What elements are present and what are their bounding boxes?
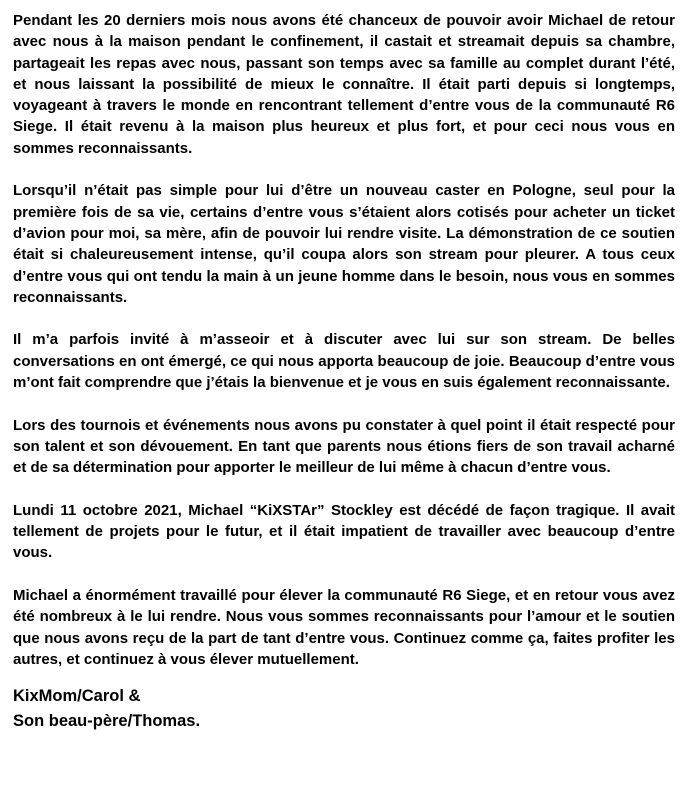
paragraph-poland: Lorsqu’il n’était pas simple pour lui d’être un nouveau caster en Pologne, seul pour la première fois de sa vie, certains d’entre vous s’étaient alors cotisés pour acheter un ticket d’avion pour moi, sa mère, afin de pouvoir lui rendre visite. La démonstration de ce soutien était si chaleureusement intense, qu’il coupa alors son stream pour pleurer. A tous ceux d’entre vous qui ont tendu la main à un jeune homme dans le besoin, nous vous en sommes reconnaissants. xyxy=(13,182,675,306)
signature-line-stepfather: Son beau-père/Thomas. xyxy=(13,712,201,731)
signature xyxy=(13,684,675,734)
signature-line-mother: KixMom/Carol & xyxy=(13,687,141,706)
letter-body xyxy=(13,10,675,734)
paragraph-community: Michael a énormément travaillé pour élever la communauté R6 Siege, et en retour vous avez été nombreux à le lui rendre. Nous vous sommes reconnaissants pour l’amour et le soutien que nous avons reçu de la part de tant d’entre vous. Continuez comme ça, faites profiter les autres, et continuez à vous élever mutuellement. xyxy=(13,587,675,668)
paragraph-tournaments: Lors des tournois et événements nous avons pu constater à quel point il était respecté pour son talent et son dévouement. En tant que parents nous étions fiers de son travail acharné et de sa détermination pour apporter le meilleur de lui même à chacun d’entre vous. xyxy=(13,416,675,477)
paragraph-passing: Lundi 11 octobre 2021, Michael “KiXSTAr” Stockley est décédé de façon tragique. Il avait tellement de projets pour le futur, et il était impatient de travailler avec beaucoup d’entre vous. xyxy=(13,501,675,562)
paragraph-stream: Il m’a parfois invité à m’asseoir et à discuter avec lui sur son stream. De belles conversations en ont émergé, ce qui nous apporta beaucoup de joie. Beaucoup d’entre vous m’ont fait comprendre que j’étais la bienvenue et je vous en suis également reconnaissante. xyxy=(13,331,675,392)
paragraph-confinement: Pendant les 20 derniers mois nous avons été chanceux de pouvoir avoir Michael de retour avec nous à la maison pendant le confinement, il castait et streamait depuis sa chambre, partageait les repas avec nous, passant son temps avec sa famille au complet durant l’été, et nous laissant la possibilité de mieux le connaître. Il était parti depuis si longtemps, voyageant à travers le monde en rencontrant tellement d’entre vous de la communauté R6 Siege. Il était revenu à la maison plus heureux et plus fort, et pour ceci nous vous en sommes reconnaissants. xyxy=(13,12,675,157)
